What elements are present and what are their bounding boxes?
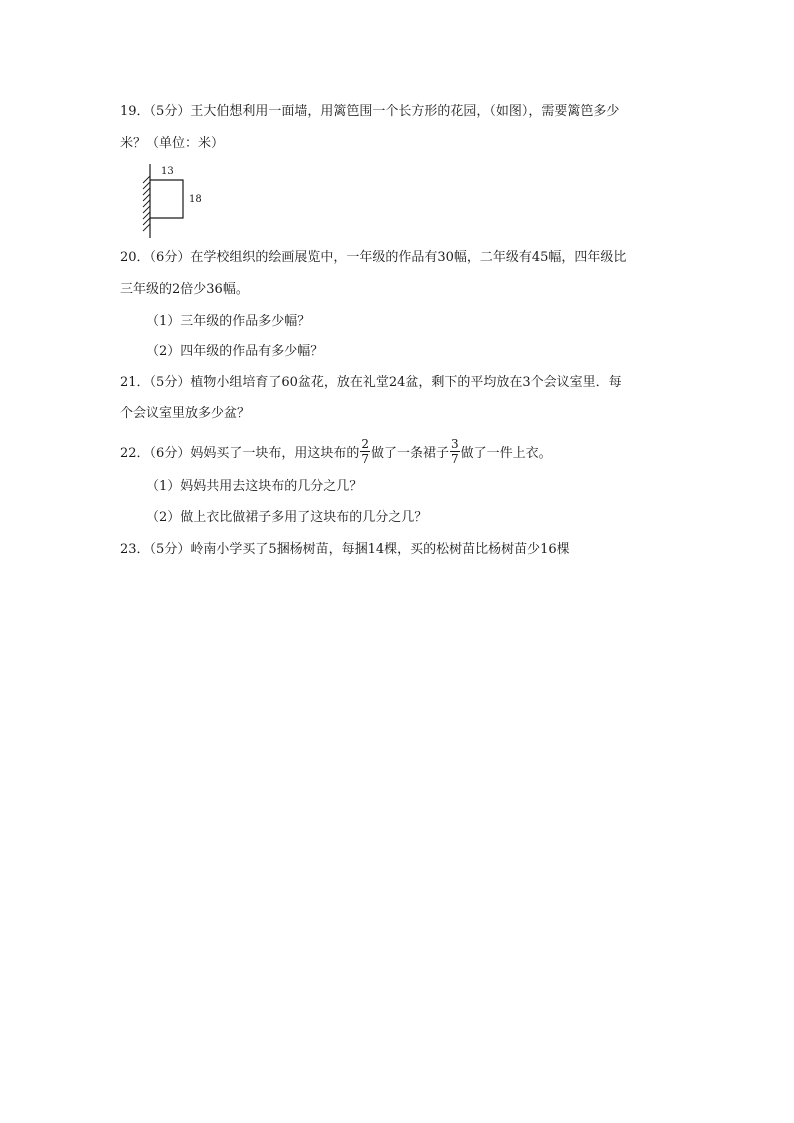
q22-fraction-1-numerator: 2 [361,437,369,451]
q19-top-length-label: 13 [161,166,174,177]
q20-line2: 三年级的2倍少36幅。 [120,282,249,297]
q19-line2: 米？（单位：米） [120,136,225,151]
q22-fraction-2-denominator: 7 [450,452,459,466]
q22-fraction-1 [360,438,370,465]
q22-text-part3: 做了一件上衣。 [460,446,552,461]
garden-figure-svg [140,162,220,240]
q22-fraction-2-numerator: 3 [450,437,459,451]
q19-line1: 19．（5分）王大伯想利用一面墙，用篱笆围一个长方形的花园，（如图），需要篱笆多少 [120,104,620,119]
q22-sub2: （2）做上衣比做裙子多用了这块布的几分之几？ [146,510,428,525]
q19-side-length-label: 18 [189,194,202,205]
q22-fraction-2 [450,438,460,465]
q21-line1: 21．（5分）植物小组培育了60盆花，放在礼堂24盆，剩下的平均放在3个会议室里．每 [120,375,622,390]
q20-line1: 20．（6分）在学校组织的绘画展览中，一年级的作品有30幅，二年级有45幅，四年级比 [120,250,627,265]
q20-sub1: （1）三年级的作品多少幅？ [146,314,311,329]
q22-fraction-1-denominator: 7 [361,452,369,466]
q20-sub2: （2）四年级的作品有多少幅？ [146,344,324,359]
q19-garden-diagram [140,162,220,240]
q21-line2: 个会议室里放多少盆？ [120,406,251,421]
q23-line1: 23．（5分）岭南小学买了5捆杨树苗，每捆14棵，买的松树苗比杨树苗少16棵 [120,542,570,557]
wall-hatching [143,176,150,231]
fence-outline [150,180,183,218]
q22-sub1: （1）妈妈共用去这块布的几分之几？ [146,479,363,494]
q22-text-part2: 做了一条裙子 [370,446,449,461]
q22-text-part1: 22．（6分）妈妈买了一块布，用这块布的 [120,446,360,461]
q22-line1 [120,437,552,467]
